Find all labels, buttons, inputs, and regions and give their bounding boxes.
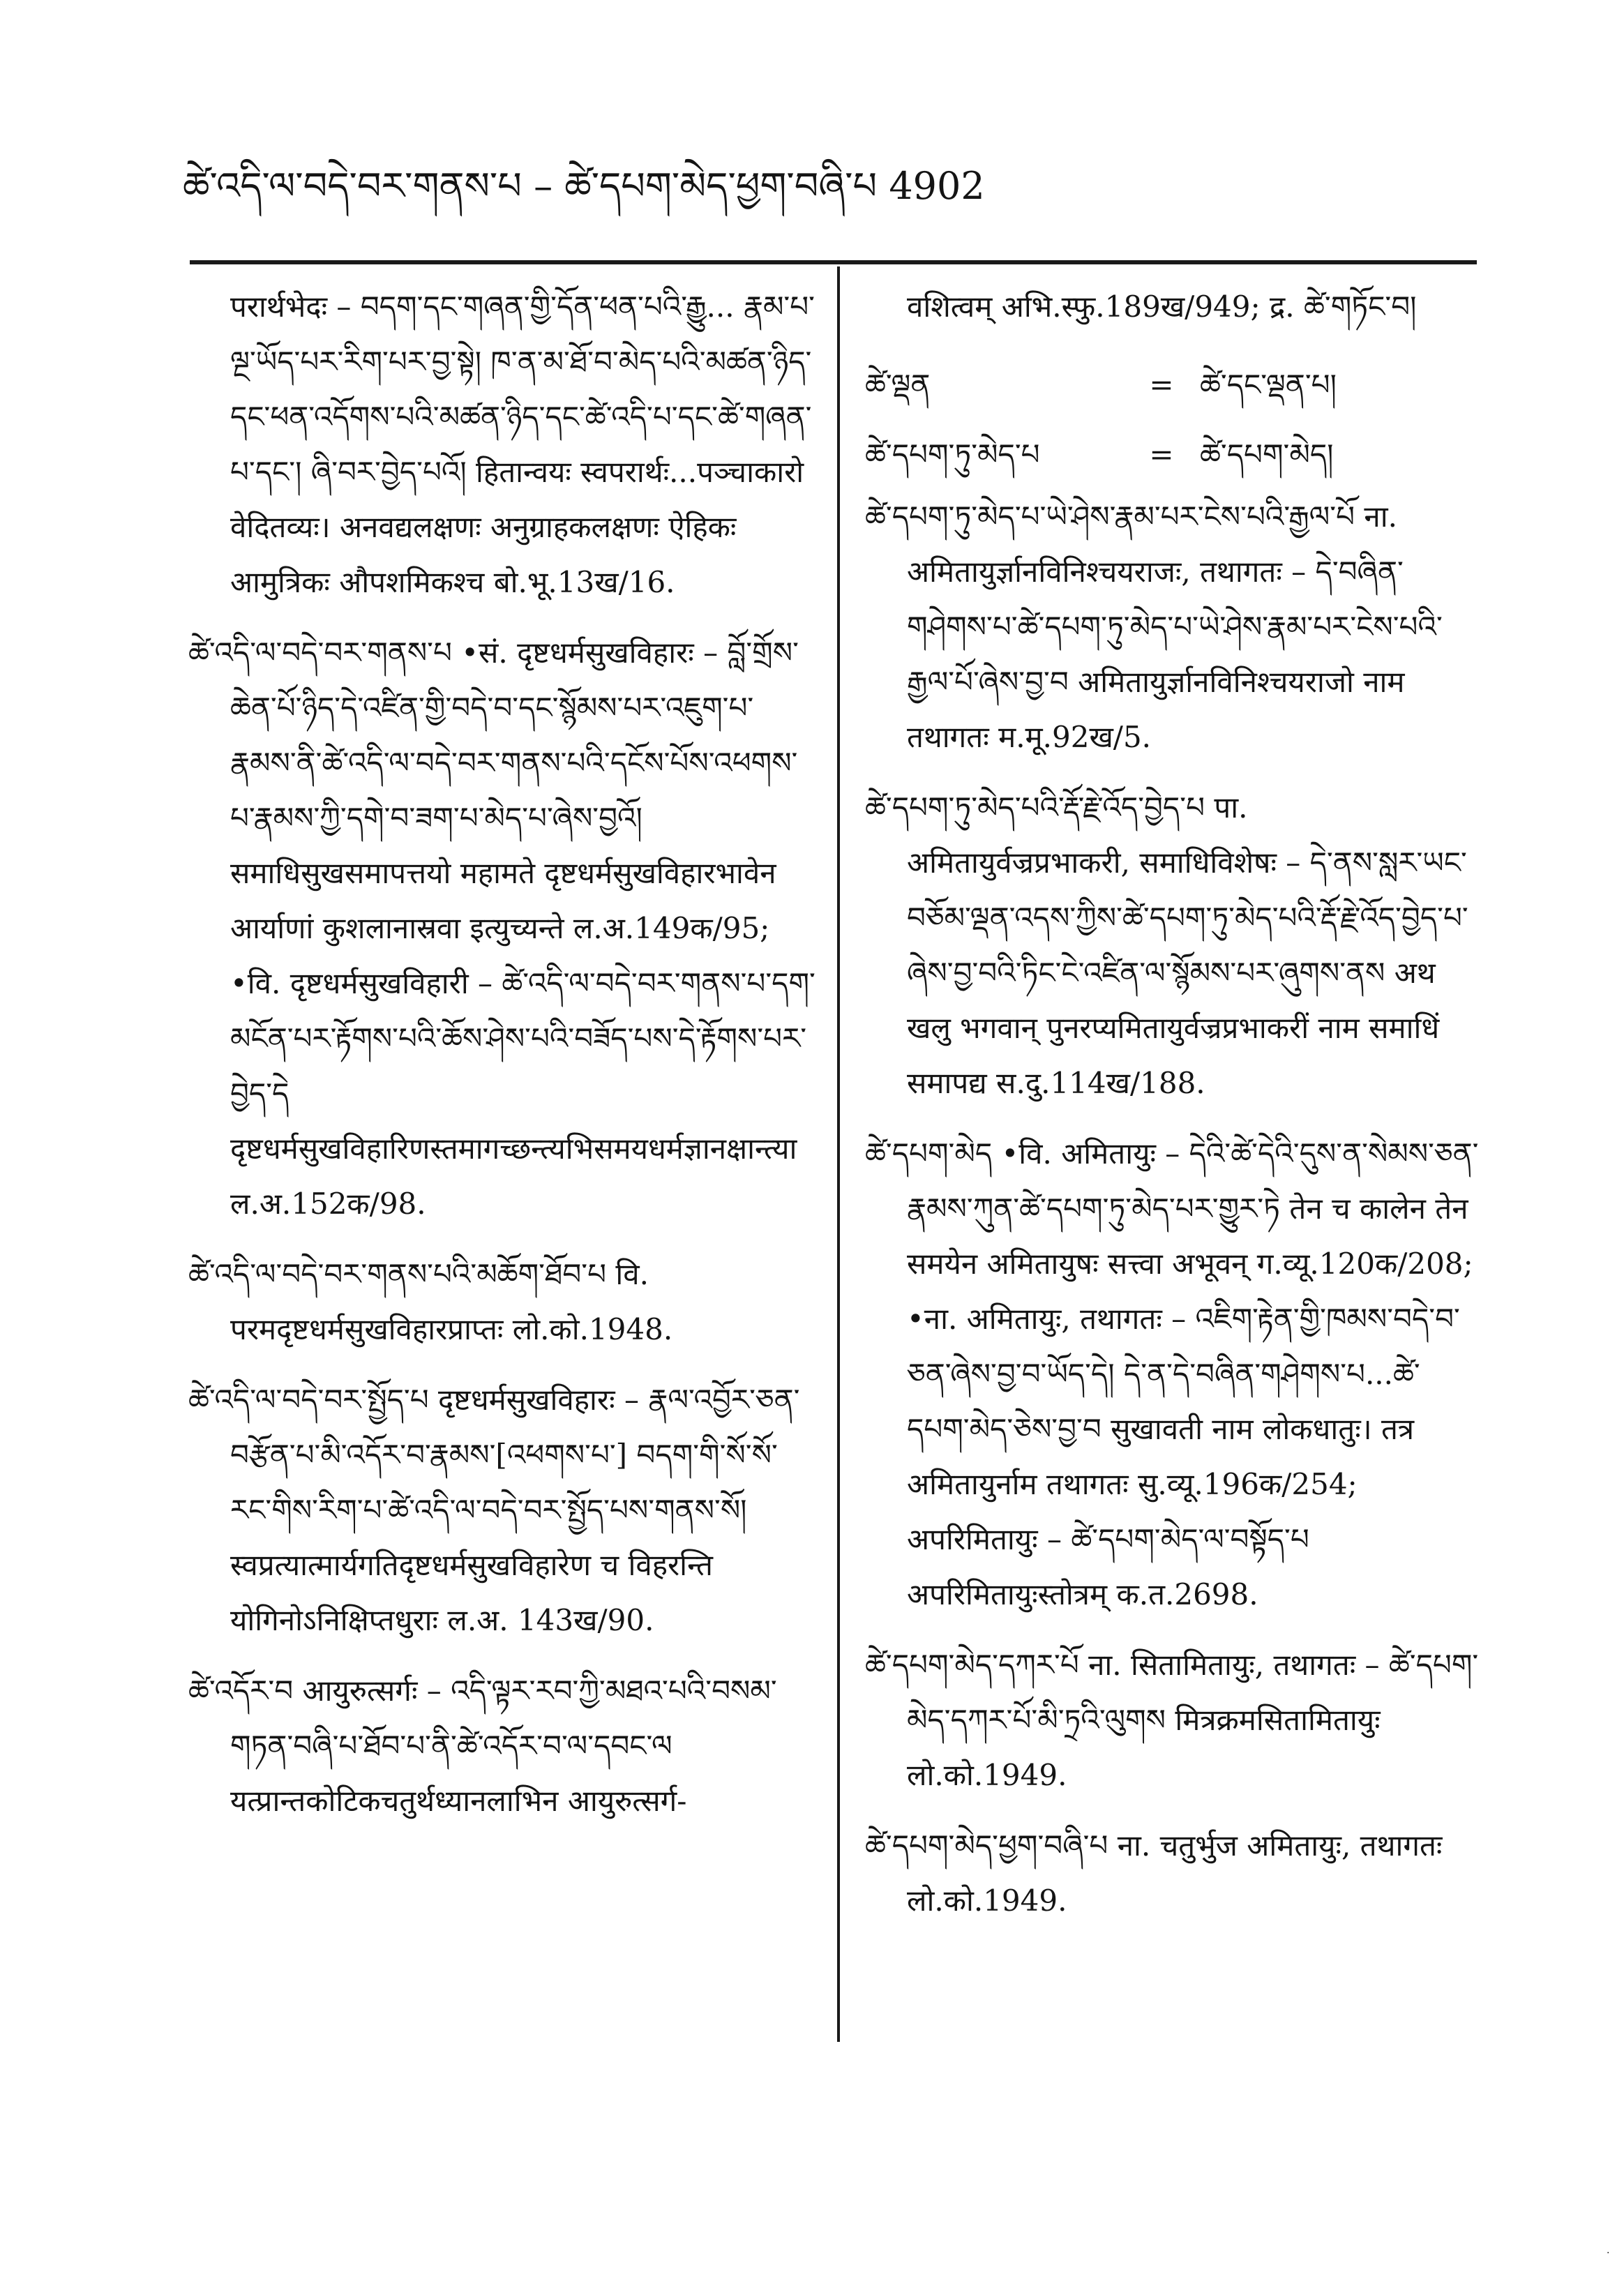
dictionary-entry: ཚེ་འདི་ལ་བདེ་བར་གནས་པ •सं. दृष्टधर्मसुखविहारः – བློ་གྲོས་ཆེན་པོ་ཉིད་དེ་འཛིན་གྱི་བདེ་བ་དང་སྙོམས་པར་འཇུག་པ་རྣམས་ནི་ཚེ་འདི་ལ་བདེ་བར་གནས་པའི་དངོས་པོས་འཕགས་པ་རྣམས་ཀྱི་དགེ་བ་ཟག་པ་མེད་པ་ཞེས་བྱའོ། समाधिसुखसमापत्तयो महामते दृष्टधर्मसुखविहारभावेन आर्याणां कुशलानास्रवा इत्युच्यन्ते ल.अ.149क/95; •वि. दृष्टधर्मसुखविहारी – ཚེ་འདི་ལ་བདེ་བར་གནས་པ་དག་མངོན་པར་རྟོགས་པའི་ཆོས་ཤེས་པའི་བཟོད་པས་དེ་རྟོགས་པར་བྱེད་དེ दृष्टधर्मसुखविहारिणस्तमागच्छन्त्यभिसमयधर्मज्ञानक्षान्त्या ल.अ.152क/98. [188,636,815,1221]
equals-sign: = [1149,367,1174,402]
dictionary-entry: ཚེ་དཔག་མེད •वि. अमितायुः – དེའི་ཚེ་དེའི་དུས་ན་སེམས་ཅན་རྣམས་ཀུན་ཚེ་དཔག་ཏུ་མེད་པར་གྱུར་ཏེ तेन च कालेन तेन समयेन अमितायुषः सत्त्वा अभूवन् ग.व्यू.120क/208; •ना. अमितायुः, तथागतः – འཇིག་རྟེན་གྱི་ཁམས་བདེ་བ་ཅན་ཞེས་བྱ་བ་ཡོད་དེ། དེ་ན་དེ་བཞིན་གཤེགས་པ...ཚེ་དཔག་མེད་ཅེས་བྱ་བ सुखावती नाम लोकधातुः। तत्र अमितायुर्नाम तथागतः सु.व्यू.196क/254; अपरिमितायुः – ཚེ་དཔག་མེད་ལ་བསྟོད་པ अपरिमितायुःस्तोत्रम् क.त.2698. [865,1136,1479,1611]
dictionary-entry: परार्थभेदः – བདག་དང་གཞན་གྱི་དོན་ཕན་པའི་རྒྱུ... རྣམ་པ་ལྔ་ཡོད་པར་རིག་པར་བྱ་སྟེ། ཁ་ན་མ་ཐོ་བ་མེད་པའི་མཚན་ཉིད་དང་ཕན་འདོགས་པའི་མཚན་ཉིད་དང་ཚེ་འདི་པ་དང་ཚེ་གཞན་པ་དང་། ཞི་བར་བྱེད་པའོ། हितान्वयः स्वपरार्थः...पञ्चाकारो वेदितव्यः। अनवद्यलक्षणः अनुग्राहकलक्षणः ऐहिकः आमुत्रिकः औपशमिकश्च बो.भू.13ख/16. [230,290,815,599]
header-headword: ཚེ་འདི་ལ་བདེ་བར་གནས་པ [183,164,522,208]
page-number: 4902 [889,164,985,208]
left-column [188,279,816,1844]
equivalence-row [865,419,1479,489]
header-rule [190,260,1477,264]
dictionary-entry: ཚེ་འདི་ལ་བདེ་བར་སྤྱོད་པ दृष्टधर्मसुखविहारः – རྣལ་འབྱོར་ཅན་བརྩོན་པ་མི་འདོར་བ་རྣམས་[འཕགས་པ་] བདག་གི་སོ་སོ་རང་གིས་རིག་པ་ཚེ་འདི་ལ་བདེ་བར་སྤྱོད་པས་གནས་སོ། स्वप्रत्यात्मार्यगतिदृष्टधर्मसुखविहारेण च विहरन्ति योगिनोऽनिक्षिप्तधुराः ल.अ. 143ख/90. [188,1383,800,1637]
equals-sign: = [1149,437,1174,472]
dictionary-entry: ཚེ་དཔག་མེད་དཀར་པོ ना. सितामितायुः, तथागतः – ཚེ་དཔག་མེད་དཀར་པོ་མི་ཏྲའི་ལུགས मित्रक्रमसितामितायुः लो.को.1949. [865,1648,1479,1792]
equivalence-target: ཚེ་དང་ལྡན་པ། [1200,367,1337,402]
equivalence-head: ཚེ་ལྡན [865,367,931,402]
header-dash: – [534,164,553,208]
running-header [183,155,1508,218]
dictionary-entry: ཚེ་འདོར་བ आयुरुत्सर्गः – འདི་ལྟར་རབ་ཀྱི་མཐའ་པའི་བསམ་གཏན་བཞི་པ་ཐོབ་པ་ནི་ཚེ་འདོར་བ་ལ་དབང་ལ यत्प्रान्तकोटिकचतुर्थध्यानलाभिन आयुरुत्सर्ग- [188,1674,777,1818]
dictionary-entry: वशित्वम् अभि.स्फु.189ख/949; द्र. ཚེ་གཏོང་བ། [907,290,1417,324]
header-last-entry: ཚེ་དཔག་མེད་ཕྱག་བཞི་པ [564,164,878,208]
dictionary-entry: ཚེ་འདི་ལ་བདེ་བར་གནས་པའི་མཆོག་ཐོབ་པ वि. परमदृष्टधर्मसुखविहारप्राप्तः लो.को.1948. [188,1257,673,1346]
dictionary-entry: ཚེ་དཔག་ཏུ་མེད་པ་ཡེ་ཤེས་རྣམ་པར་ངེས་པའི་རྒྱལ་པོ ना. अमितायुर्ज्ञानविनिश्चयराजः, तथागतः – དེ་བཞིན་གཤེགས་པ་ཚེ་དཔག་ཏུ་མེད་པ་ཡེ་ཤེས་རྣམ་པར་ངེས་པའི་རྒྱལ་པོ་ཞེས་བྱ་བ अमितायुर्ज्ञानविनिश्चयराजो नाम तथागतः म.मू.92ख/5. [865,499,1443,754]
dictionary-entry: ཚེ་དཔག་ཏུ་མེད་པའི་རྡོ་རྗེ་འོད་བྱེད་པ पा. अमितायुर्वज्रप्रभाकरी, समाधिविशेषः – དེ་ནས་སླར་ཡང་བཅོམ་ལྡན་འདས་ཀྱིས་ཚེ་དཔག་ཏུ་མེད་པའི་རྡོ་རྗེ་འོད་བྱེད་པ་ཞེས་བྱ་བའི་ཏིང་ངེ་འཛིན་ལ་སྙོམས་པར་ཞུགས་ནས अथ खलु भगवान् पुनरप्यमितायुर्वज्रप्रभाकरीं नाम समाधिं समापद्य स.दु.114ख/188. [865,790,1468,1100]
scan-mark: · [1607,2248,1610,2259]
dictionary-entry: ཚེ་དཔག་མེད་ཕྱག་བཞི་པ ना. चतुर्भुज अमितायुः, तथागतः लो.को.1949. [865,1828,1443,1918]
right-column [865,279,1479,1944]
equivalence-head: ཚེ་དཔག་ཏུ་མེད་པ [865,437,1040,472]
equivalence-target: ཚེ་དཔག་མེད། [1200,437,1334,472]
equivalence-row [865,349,1479,419]
column-divider [837,266,840,2042]
